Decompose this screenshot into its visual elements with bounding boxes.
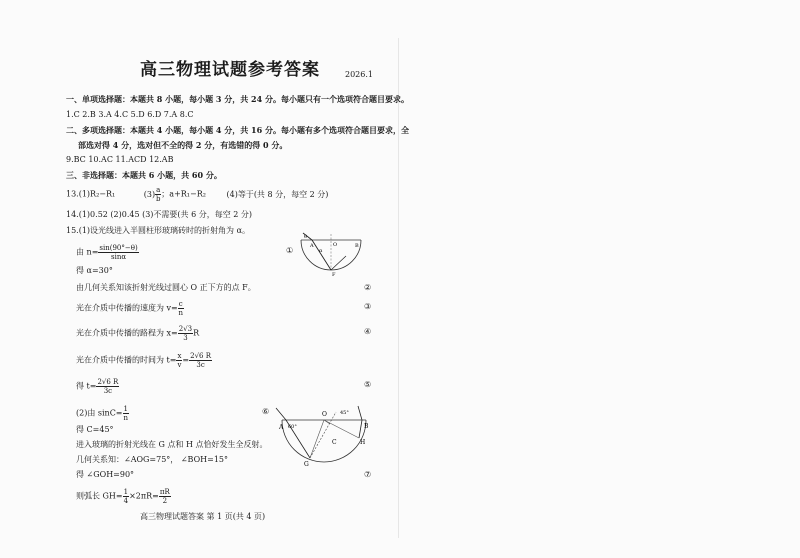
- q13-part4: (4)等于(共 8 分，每空 2 分): [226, 189, 329, 199]
- q13-part3-rest: ；a+R₁−R₂: [161, 189, 206, 199]
- q15-eq13: 则弧长 GH= $\frac{1}{4}$ ×2πR= $\frac{\pi R}{2}$: [76, 488, 170, 505]
- q15-eq9: 得 C=45°: [76, 425, 114, 434]
- page-footer: 高三物理试题答案 第 1 页(共 4 页): [140, 512, 266, 521]
- label-f: F: [332, 272, 336, 278]
- radius-stub: [324, 420, 330, 424]
- q15-eq7: 得 t= $\frac{2√6 R}{3c}$: [76, 378, 119, 395]
- q13-part3-label: (3): [143, 189, 156, 199]
- q15-intro: 15.(1)设光线进入半圆柱形玻璃砖时的折射角为 α。: [66, 226, 250, 235]
- q15-eq1: 由 n= $\frac{\sin(90^\circ-\theta)}{\sin\alpha}$: [76, 244, 138, 261]
- label-a: A: [310, 243, 314, 249]
- refracted-ray-right: [359, 420, 362, 438]
- q15-eq11: 几何关系知：∠AOG=75°， ∠BOH=15°: [76, 455, 229, 464]
- radius-oh: [324, 420, 359, 438]
- mark-4: ④: [364, 327, 372, 336]
- q15-eq6: 光在介质中传播的时间为 t= $\frac{x}{v}$ = $\frac{2√6 R}{3c}$: [76, 352, 211, 369]
- mark-7: ⑦: [364, 470, 372, 479]
- label-o: O: [333, 242, 338, 248]
- section3-heading: 三、非选择题：本题共 6 小题，共 60 分。: [66, 170, 222, 180]
- mark-2: ②: [364, 283, 372, 292]
- label-o: O: [322, 411, 327, 418]
- label-b: B: [355, 243, 359, 249]
- mark-3: ③: [364, 302, 372, 311]
- q13-fraction: $\frac{a}{b}$: [155, 186, 161, 203]
- refraction-diagram-2: [274, 404, 374, 472]
- incident-ray-left: [276, 408, 286, 420]
- q15-eq2: 得 α=30°: [76, 266, 113, 275]
- reflected-ray-dashed: [310, 412, 336, 458]
- section2-answers: 9.BC 10.AC 11.ACD 12.AB: [66, 155, 174, 164]
- q13-answer: [66, 186, 328, 203]
- mark-6: ⑥: [262, 407, 270, 416]
- q15-eq4: 光在介质中传播的速度为 v= $\frac{c}{n}$: [76, 300, 183, 317]
- label-angle-45: 45°: [340, 410, 349, 416]
- label-c: C: [332, 439, 337, 446]
- section2-heading-line2: 部选对得 4 分，选对但不全的得 2 分，有选错的得 0 分。: [78, 140, 288, 150]
- section2-heading-line1: 二、多项选择题：本题共 4 小题，每小题 4 分，共 16 分。每小题有多个选项符合题目要求，全: [66, 125, 409, 135]
- mark-5: ⑤: [364, 380, 372, 389]
- label-alpha: α: [319, 248, 323, 254]
- refraction-diagram-1: [298, 232, 364, 278]
- section1-heading: 一、单项选择题：本题共 8 小题，每小题 3 分，共 24 分。每小题只有一个选项符合题目要求。: [66, 94, 409, 104]
- label-angle-60: 60°: [288, 424, 297, 430]
- label-b: B: [364, 423, 369, 430]
- page-title: 高三物理试题参考答案: [140, 60, 320, 80]
- q14-answer: 14.(1)0.52 (2)0.45 (3)不需要(共 6 分，每空 2 分): [66, 210, 253, 219]
- mark-1: ①: [286, 246, 294, 255]
- section1-answers: 1.C 2.B 3.A 4.C 5.D 6.D 7.A 8.C: [66, 110, 194, 119]
- q15-eq3: 由几何关系知该折射光线过圆心 O 正下方的点 F。: [76, 283, 256, 292]
- q13-part1: 13.(1)R₂−R₁: [66, 189, 116, 199]
- label-theta: θ: [304, 234, 308, 240]
- label-g: G: [304, 461, 309, 468]
- incident-ray-right: [358, 406, 362, 420]
- q15-eq10: 进入玻璃的折射光线在 G 点和 H 点恰好发生全反射。: [76, 440, 268, 449]
- q15-eq8: (2)由 sinC= $\frac{1}{n}$: [76, 405, 128, 422]
- label-a: A: [279, 424, 284, 431]
- exam-date: 2026.1: [345, 70, 373, 79]
- label-h: H: [360, 439, 366, 446]
- page-fold-line: [398, 38, 399, 538]
- q15-eq12: 得 ∠GOH=90°: [76, 470, 135, 479]
- reflected-ray: [331, 256, 346, 270]
- q15-eq5: 光在介质中传播的路程为 x= $\frac{2√3}{3}$ R: [76, 325, 200, 342]
- radius-og: [310, 420, 324, 458]
